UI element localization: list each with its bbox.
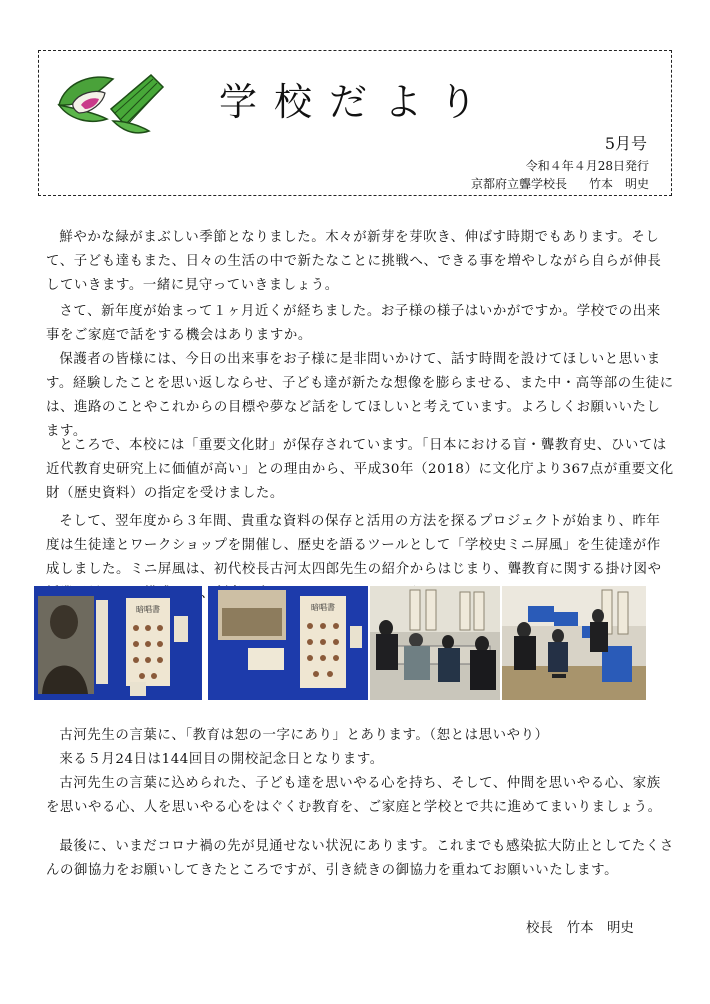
- paragraph-text: 最後に、いまだコロナ禍の先が見通せない状況にあります。これまでも感染拡大防止としてたくさんの御協力をお願いしてきたところですが、引き続きの御協力を重ねてお願いいたします。: [46, 839, 674, 878]
- photo-strip: [34, 586, 664, 700]
- paragraph-text: 古河先生の言葉に、「教育は恕の一字にあり」とあります。（恕とは思いやり）: [59, 728, 549, 743]
- publication-date: 令和４年４月28日発行: [525, 159, 649, 173]
- paragraph-text: ところで、本校には「重要文化財」が保存されています。「日本における盲・聾教育史、ひいては近代教育史研究上に価値が高い」との理由から、平成30年（2018）に文化庁より367点が重要文化財（歴史資料）の指定を受けました。: [46, 438, 674, 501]
- paragraph-greeting: [46, 226, 674, 298]
- scroll-caption: 暗唱書: [311, 603, 335, 612]
- issue-number: 5月号: [604, 134, 647, 153]
- paragraph-closing: [46, 835, 674, 883]
- kashiwa-mochi-icon: [55, 69, 167, 141]
- author-line: [471, 175, 649, 192]
- paragraph-text: 鮮やかな緑がまぶしい季節となりました。木々が新芽を芽吹き、伸ばす時期でもあります。そして、子ども達もまた、日々の生活の中で新たなことに挑戦へ、できる事を増やしながら自らが伸長していきます。一緒に見守っていきましょう。: [46, 230, 662, 293]
- paragraph-new-year: [46, 300, 674, 444]
- signature-role: 校長: [526, 921, 553, 936]
- principal-name: 竹本 明史: [588, 177, 649, 191]
- paragraph-text: さて、新年度が始まって１ヶ月近くが経ちました。お子様の様子はいかがですか。学校での出来事をご家庭で話をする機会はありますか。: [46, 304, 661, 343]
- paragraph-text: 保護者の皆様には、今日の出来事をお子様に是非問いかけて、話す時間を設けてほしいと思います。経験したことを思い返しならせ、子ども達が新たな想像を膨らませる、また中・高等部の生徒には、進路のことやこれからの目標や夢など話をしてほしいと考えています。よろしくお願いいたします。: [46, 352, 674, 439]
- signature-name: 竹本 明史: [566, 921, 634, 936]
- page-title: 学校だより: [219, 80, 495, 124]
- paragraph-text: 古河先生の言葉に込められた、子ども達を思いやる心を持ち、そして、仲間を思いやる心、家族を思いやる心、人を思いやる心をはぐくむ教育を、ご家庭と学校とで共に進めてまいりましょう。: [46, 776, 662, 815]
- newsletter-header: [38, 50, 672, 196]
- photo-students-presenting: [502, 586, 646, 700]
- paragraph-cultural-property: [46, 434, 674, 506]
- photo-scroll-display: [208, 586, 368, 700]
- photo-students-workshop: [370, 586, 500, 700]
- photo-portrait-folding-screen: [34, 586, 202, 700]
- signature: [526, 917, 634, 936]
- scroll-caption: 暗唱書: [136, 605, 160, 614]
- paragraph-anniversary: [46, 724, 674, 820]
- school-principal-title: 京都府立聾学校長: [470, 177, 567, 191]
- paragraph-text: そして、翌年度から３年間、貴重な資料の保存と活用の方法を探るプロジェクトが始まり、昨年度は生徒達とワークショップを開催し、歴史を語るツールとして「学校史ミニ屏風」を生徒達が作成しました。ミニ屏風は、初代校長古河太四郎先生の紹介からはじまり、聾教育に関する掛け図や 、: [46, 514, 662, 601]
- paragraph-text: 来る５月24日は144回目の開校記念日となります。: [59, 752, 384, 767]
